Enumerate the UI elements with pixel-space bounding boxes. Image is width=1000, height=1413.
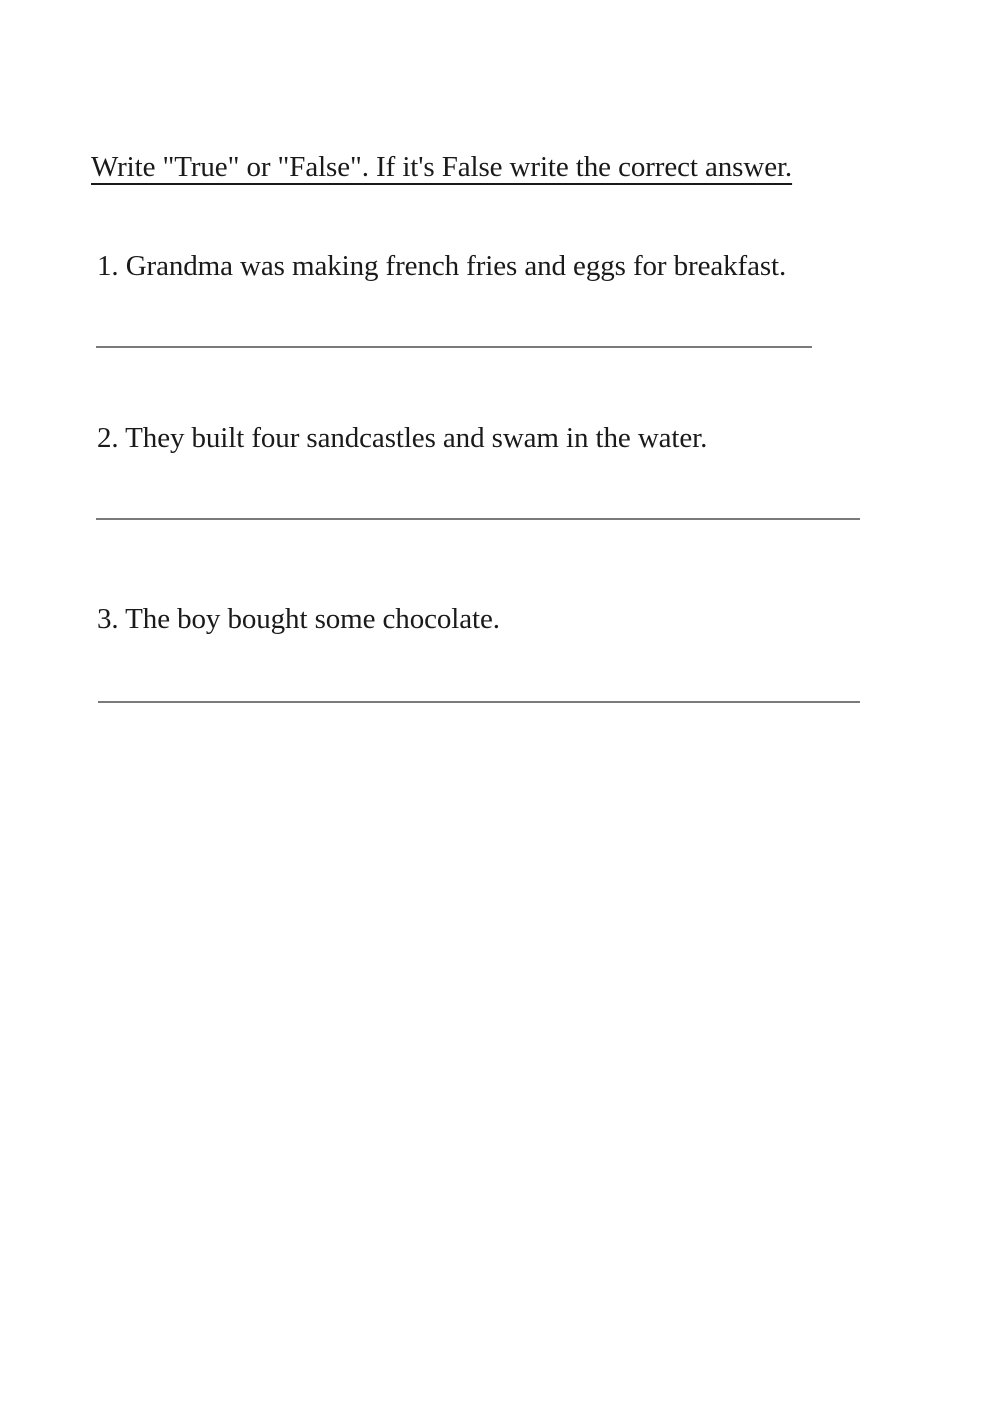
instruction-heading: Write "True" or "False". If it's False write the correct answer. [91,151,793,183]
question-2: 2. They built four sandcastles and swam in the water. [97,422,708,454]
answer-line-3[interactable] [98,701,860,703]
answer-line-2[interactable] [96,518,860,520]
question-1: 1. Grandma was making french fries and eggs for breakfast. [97,250,787,282]
question-3: 3. The boy bought some chocolate. [97,603,500,635]
answer-line-1[interactable] [96,346,812,348]
